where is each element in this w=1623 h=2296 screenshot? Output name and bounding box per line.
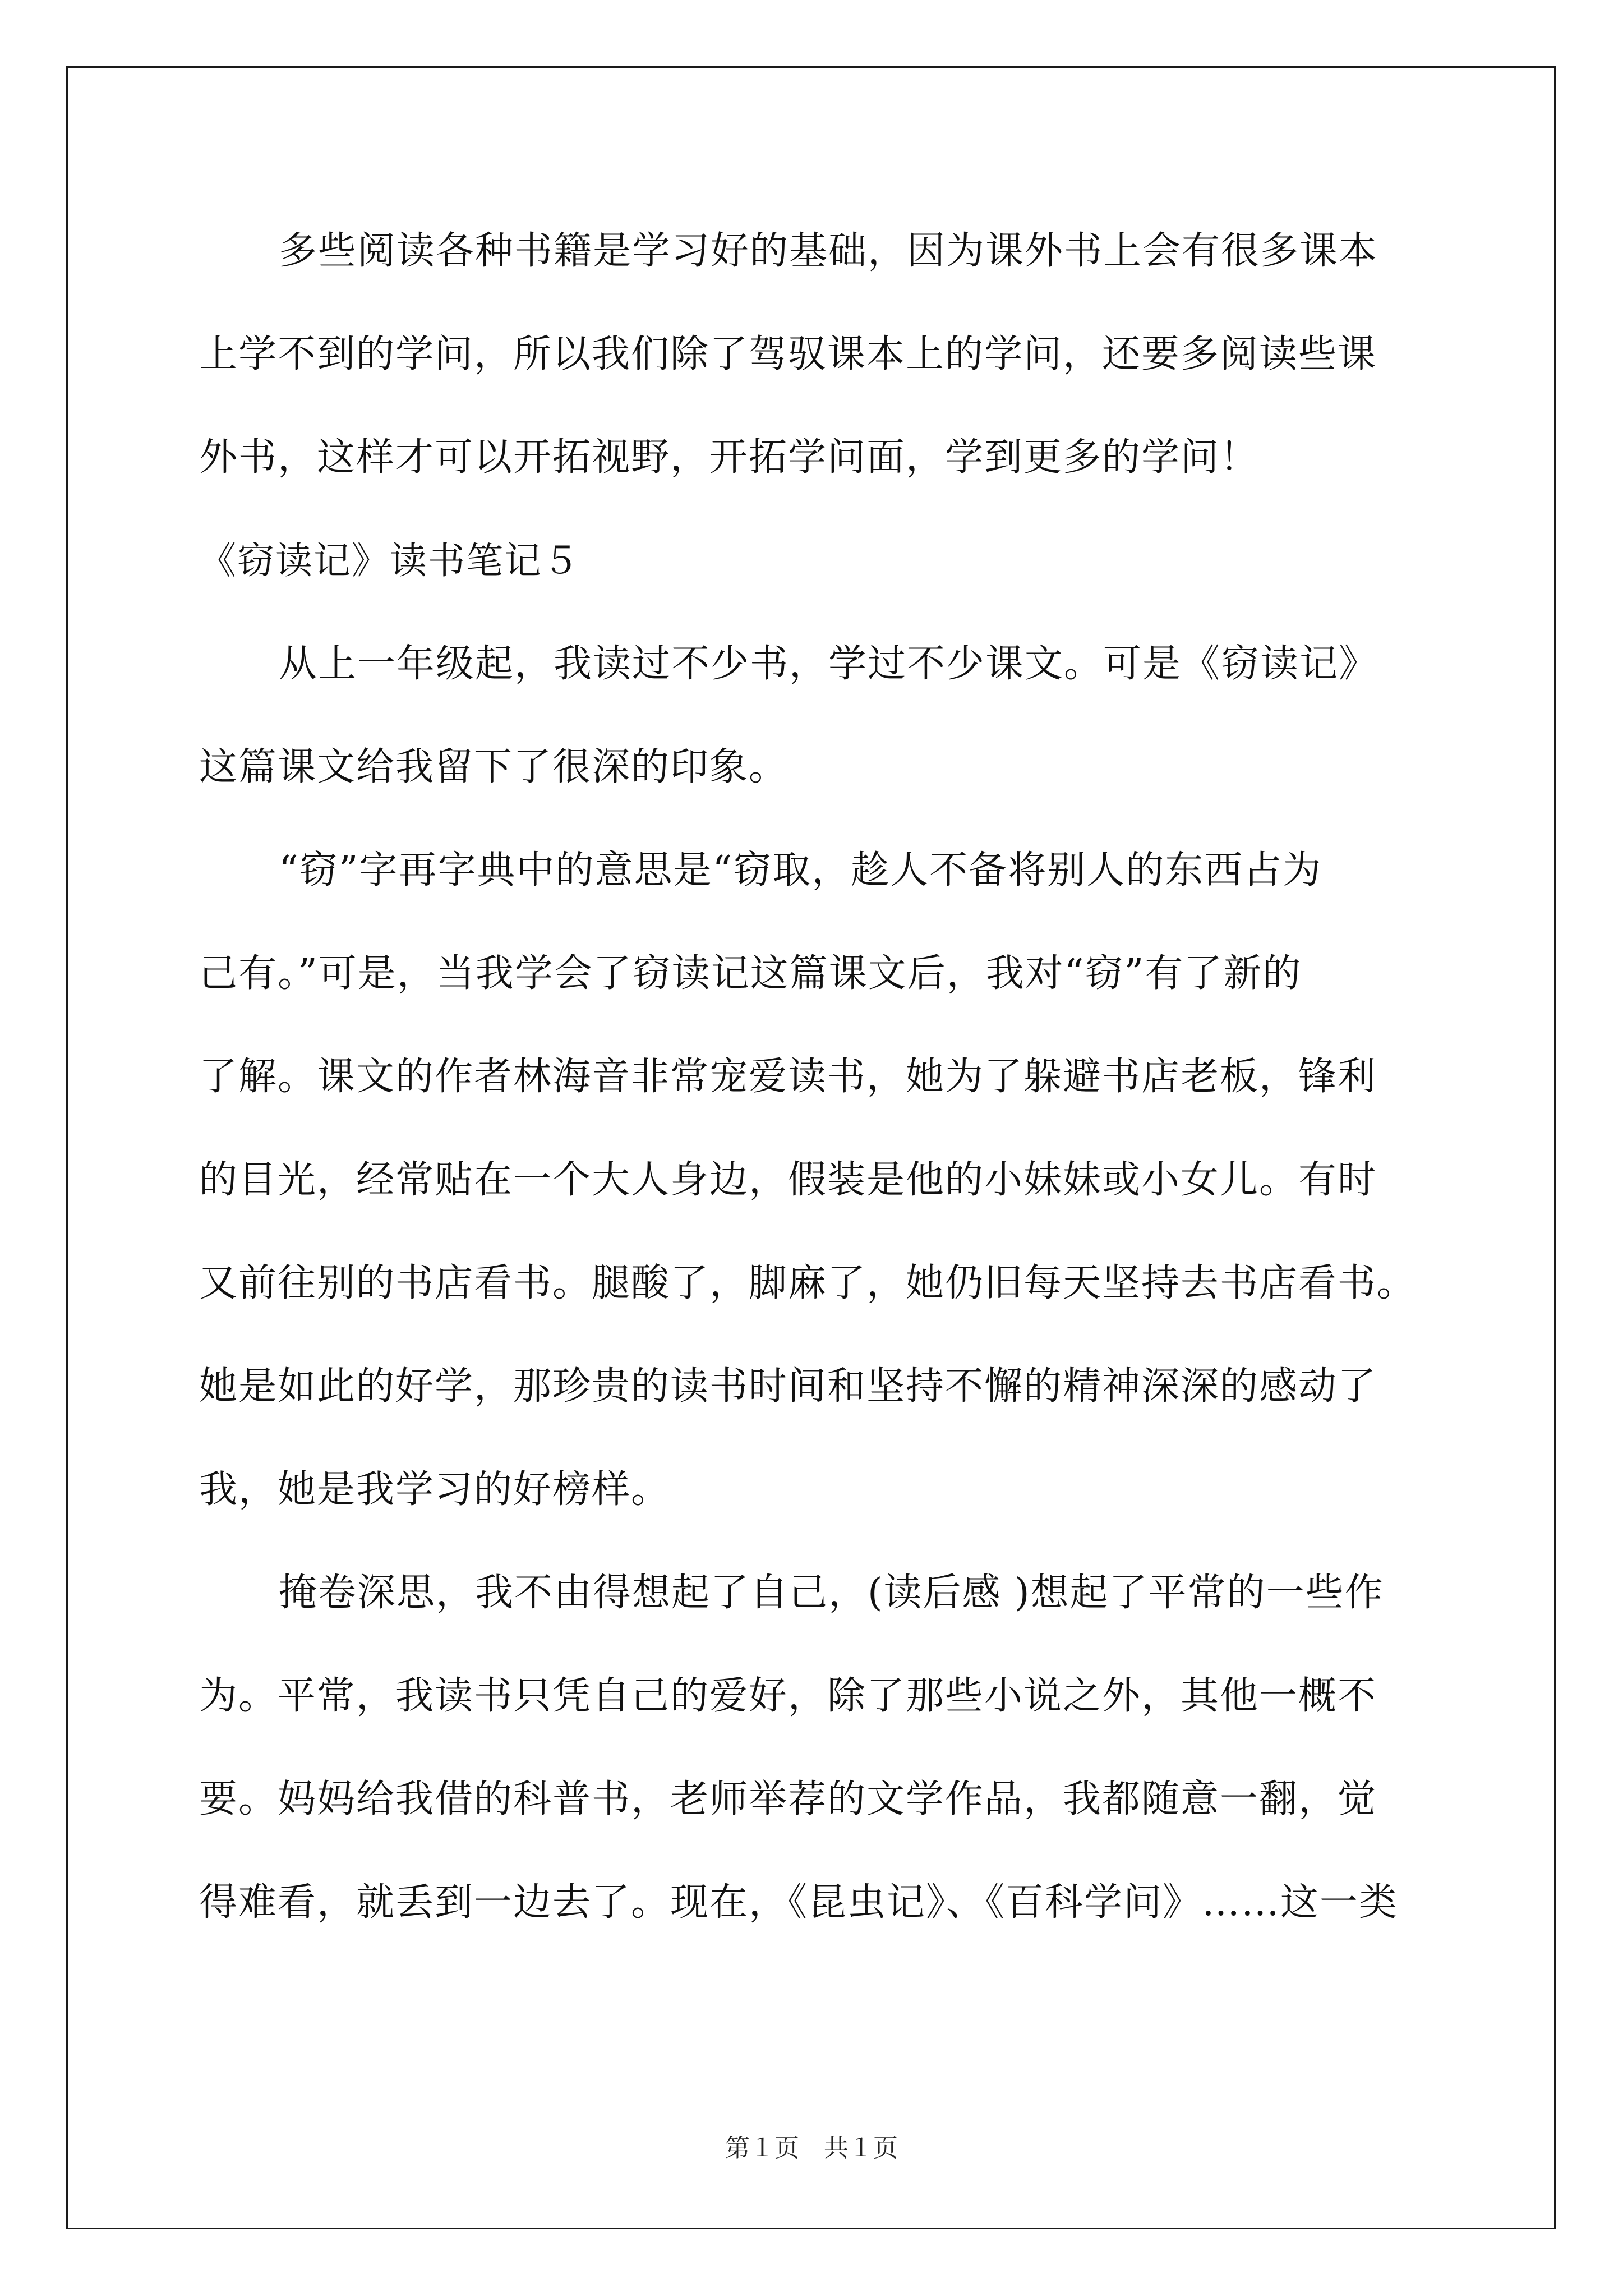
text-line: 了解。课文的作者林海音非常宠爱读书，她为了躲避书店老板，锋利 xyxy=(199,1055,1377,1099)
text-line: 她是如此的好学，那珍贵的读书时间和坚持不懈的精神深深的感动了 xyxy=(199,1364,1377,1409)
text-line: 得难看，就丢到一边去了。现在，《昆虫记》、《百科学问》……这一类 xyxy=(199,1880,1399,1925)
text-line: 多些阅读各种书籍是学习好的基础，因为课外书上会有很多课本 xyxy=(279,229,1378,273)
text-line: 又前往别的书店看书。腿酸了，脚麻了，她仍旧每天坚持去书店看书。 xyxy=(199,1261,1417,1305)
text-line: 为。平常，我读书只凭自己的爱好，除了那些小说之外，其他一概不 xyxy=(199,1674,1377,1718)
text-line: 这篇课文给我留下了很深的印象。 xyxy=(199,745,789,789)
text-line: 我，她是我学习的好榜样。 xyxy=(199,1467,671,1512)
text-line: 从上一年级起，我读过不少书，学过不少课文。可是《窃读记》 xyxy=(279,642,1378,686)
text-line: 的目光，经常贴在一个大人身边，假装是他的小妹妹或小女儿。有时 xyxy=(199,1158,1377,1202)
page-number-footer: 第１页 共１页 xyxy=(725,2134,898,2162)
text-line: 掩卷深思，我不由得想起了自己，(读后感 )想起了平常的一些作 xyxy=(279,1571,1384,1615)
text-line: 要。妈妈给我借的科普书，老师举荐的文学作品，我都随意一翻，觉 xyxy=(199,1777,1377,1821)
text-line: 上学不到的学问，所以我们除了驾驭课本上的学问，还要多阅读些课 xyxy=(199,332,1377,376)
document-body xyxy=(199,200,1433,1954)
text-line: “窃”字再字典中的意思是“窃取，趁人不备将别人的东西占为 xyxy=(279,848,1322,892)
section-heading: 《窃读记》读书笔记５ xyxy=(199,539,580,582)
text-line: 己有。”可是，当我学会了窃读记这篇课文后，我对“窃”有了新的 xyxy=(199,951,1302,996)
text-line: 外书，这样才可以开拓视野，开拓学问面，学到更多的学问！ xyxy=(199,435,1260,480)
